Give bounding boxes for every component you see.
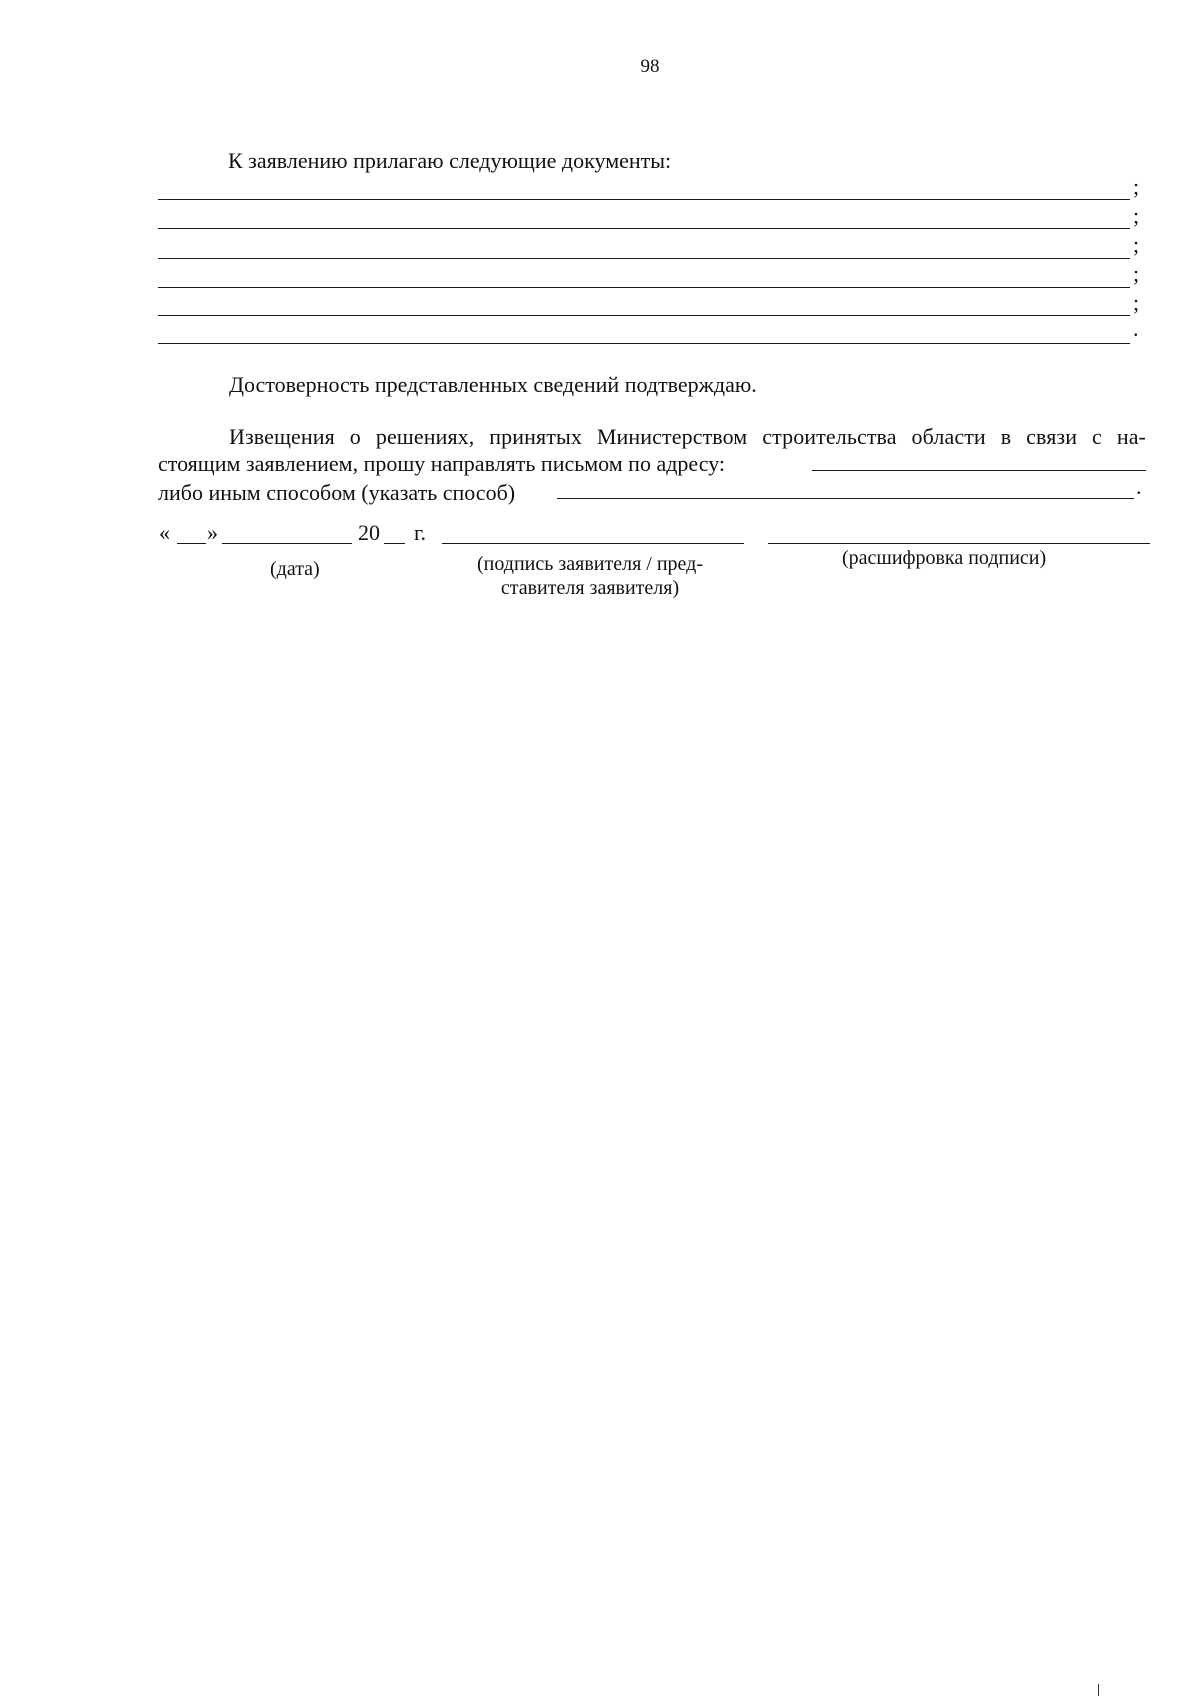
day-field[interactable]: [177, 543, 206, 544]
date-caption: (дата): [270, 558, 320, 580]
attachment-line-2-end: ;: [1133, 203, 1140, 228]
attachment-line-1[interactable]: [158, 199, 1130, 200]
attachment-line-5-end: ;: [1133, 290, 1140, 315]
attachment-line-4[interactable]: [158, 287, 1130, 288]
attachment-line-1-end: ;: [1133, 174, 1140, 199]
signature-decoding-field[interactable]: [768, 543, 1150, 544]
attachment-line-3[interactable]: [158, 258, 1130, 259]
notification-line-2: стоящим заявлением, прошу направлять письмом по адресу:: [158, 451, 726, 476]
notification-line-1-text: Извещения о решениях, принятых Министерством строительства области в связи с на-: [229, 424, 1146, 449]
signature-field[interactable]: [442, 543, 744, 544]
attachments-heading: К заявлению прилагаю следующие документы:: [228, 148, 672, 173]
page-number: 98: [640, 56, 660, 77]
other-method-field[interactable]: [557, 498, 1134, 499]
scan-mark: [1098, 1684, 1099, 1696]
address-field[interactable]: [812, 470, 1146, 471]
day-close-quote: »: [207, 520, 218, 545]
signature-caption-line-1: (подпись заявителя / пред-: [477, 553, 703, 575]
notification-line-1: [229, 424, 1146, 450]
notification-line-3: либо иным способом (указать способ): [158, 480, 516, 505]
day-open-quote: «: [159, 520, 170, 545]
year-field[interactable]: [384, 543, 405, 544]
attachment-line-4-end: ;: [1133, 261, 1140, 286]
attachment-line-5[interactable]: [158, 315, 1130, 316]
attachment-line-6-end: .: [1133, 316, 1139, 341]
attachment-line-6[interactable]: [158, 343, 1130, 344]
decoding-caption: (расшифровка подписи): [842, 547, 1047, 569]
signature-caption: [440, 552, 740, 600]
attachment-line-2[interactable]: [158, 228, 1130, 229]
year-suffix: г.: [414, 520, 427, 545]
attachment-line-3-end: ;: [1133, 232, 1140, 257]
month-field[interactable]: [222, 543, 352, 544]
year-prefix: 20: [358, 520, 380, 545]
confirmation-text: Достоверность представленных сведений подтверждаю.: [229, 372, 757, 397]
signature-caption-line-2: ставителя заявителя): [500, 577, 680, 599]
other-method-end: .: [1136, 474, 1142, 499]
